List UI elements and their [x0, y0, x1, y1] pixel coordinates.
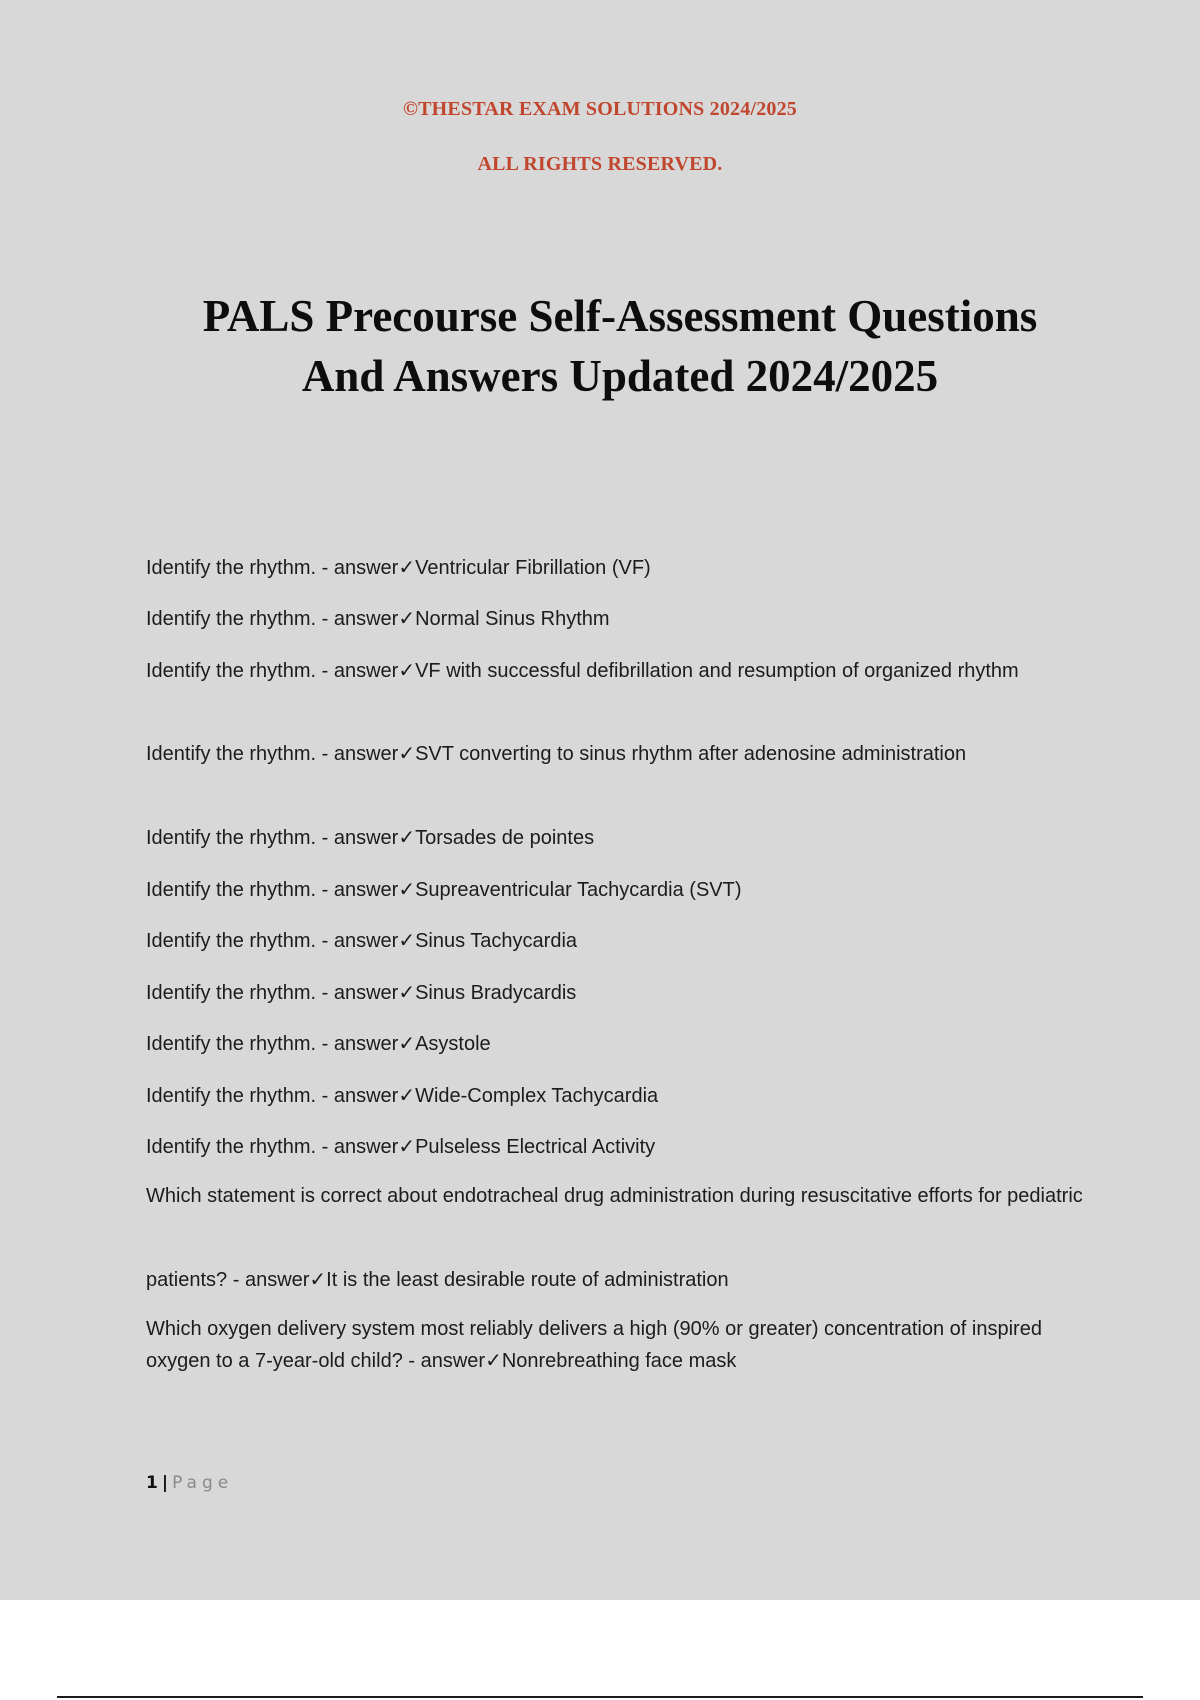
qa-item-9: Identify the rhythm. - answer✓Asystole	[146, 1033, 491, 1055]
qa-item-7: Identify the rhythm. - answer✓Sinus Tachycardia	[146, 930, 578, 952]
copyright-header: ©THESTAR EXAM SOLUTIONS 2024/2025	[402, 98, 797, 120]
footer-separator: |	[161, 1473, 169, 1493]
horizontal-rule	[57, 1696, 1143, 1698]
qa-item-13: patients? - answer✓It is the least desirable route of administration	[146, 1269, 729, 1291]
qa-item-14: Which oxygen delivery system most reliably delivers a high (90% or greater) concentration of inspired oxygen to a 7-year-old child? - answer✓Nonrebreathing face mask	[146, 1318, 1042, 1372]
document-title	[120, 286, 1120, 406]
qa-item-10: Identify the rhythm. - answer✓Wide-Complex Tachycardia	[146, 1085, 659, 1107]
qa-item-8: Identify the rhythm. - answer✓Sinus Bradycardis	[146, 982, 577, 1004]
page-footer	[146, 1473, 233, 1493]
qa-item-12: Which statement is correct about endotracheal drug administration during resuscitative efforts for pediatric	[146, 1185, 1083, 1207]
page-number: 1	[146, 1473, 158, 1493]
qa-item-2: Identify the rhythm. - answer✓Normal Sinus Rhythm	[146, 608, 610, 630]
page-label: Page	[172, 1473, 234, 1493]
qa-item-1: Identify the rhythm. - answer✓Ventricular Fibrillation (VF)	[146, 557, 651, 579]
qa-item-3: Identify the rhythm. - answer✓VF with successful defibrillation and resumption of organized rhythm	[146, 660, 1019, 682]
qa-item-11: Identify the rhythm. - answer✓Pulseless Electrical Activity	[146, 1136, 656, 1158]
qa-item-4: Identify the rhythm. - answer✓SVT converting to sinus rhythm after adenosine administration	[146, 743, 967, 765]
title-line-1: PALS Precourse Self-Assessment Questions	[202, 291, 1038, 341]
qa-item-6: Identify the rhythm. - answer✓Supreaventricular Tachycardia (SVT)	[146, 879, 742, 901]
title-line-2: And Answers Updated 2024/2025	[301, 351, 939, 401]
rights-header: ALL RIGHTS RESERVED.	[477, 153, 723, 175]
qa-item-5: Identify the rhythm. - answer✓Torsades de pointes	[146, 827, 595, 849]
